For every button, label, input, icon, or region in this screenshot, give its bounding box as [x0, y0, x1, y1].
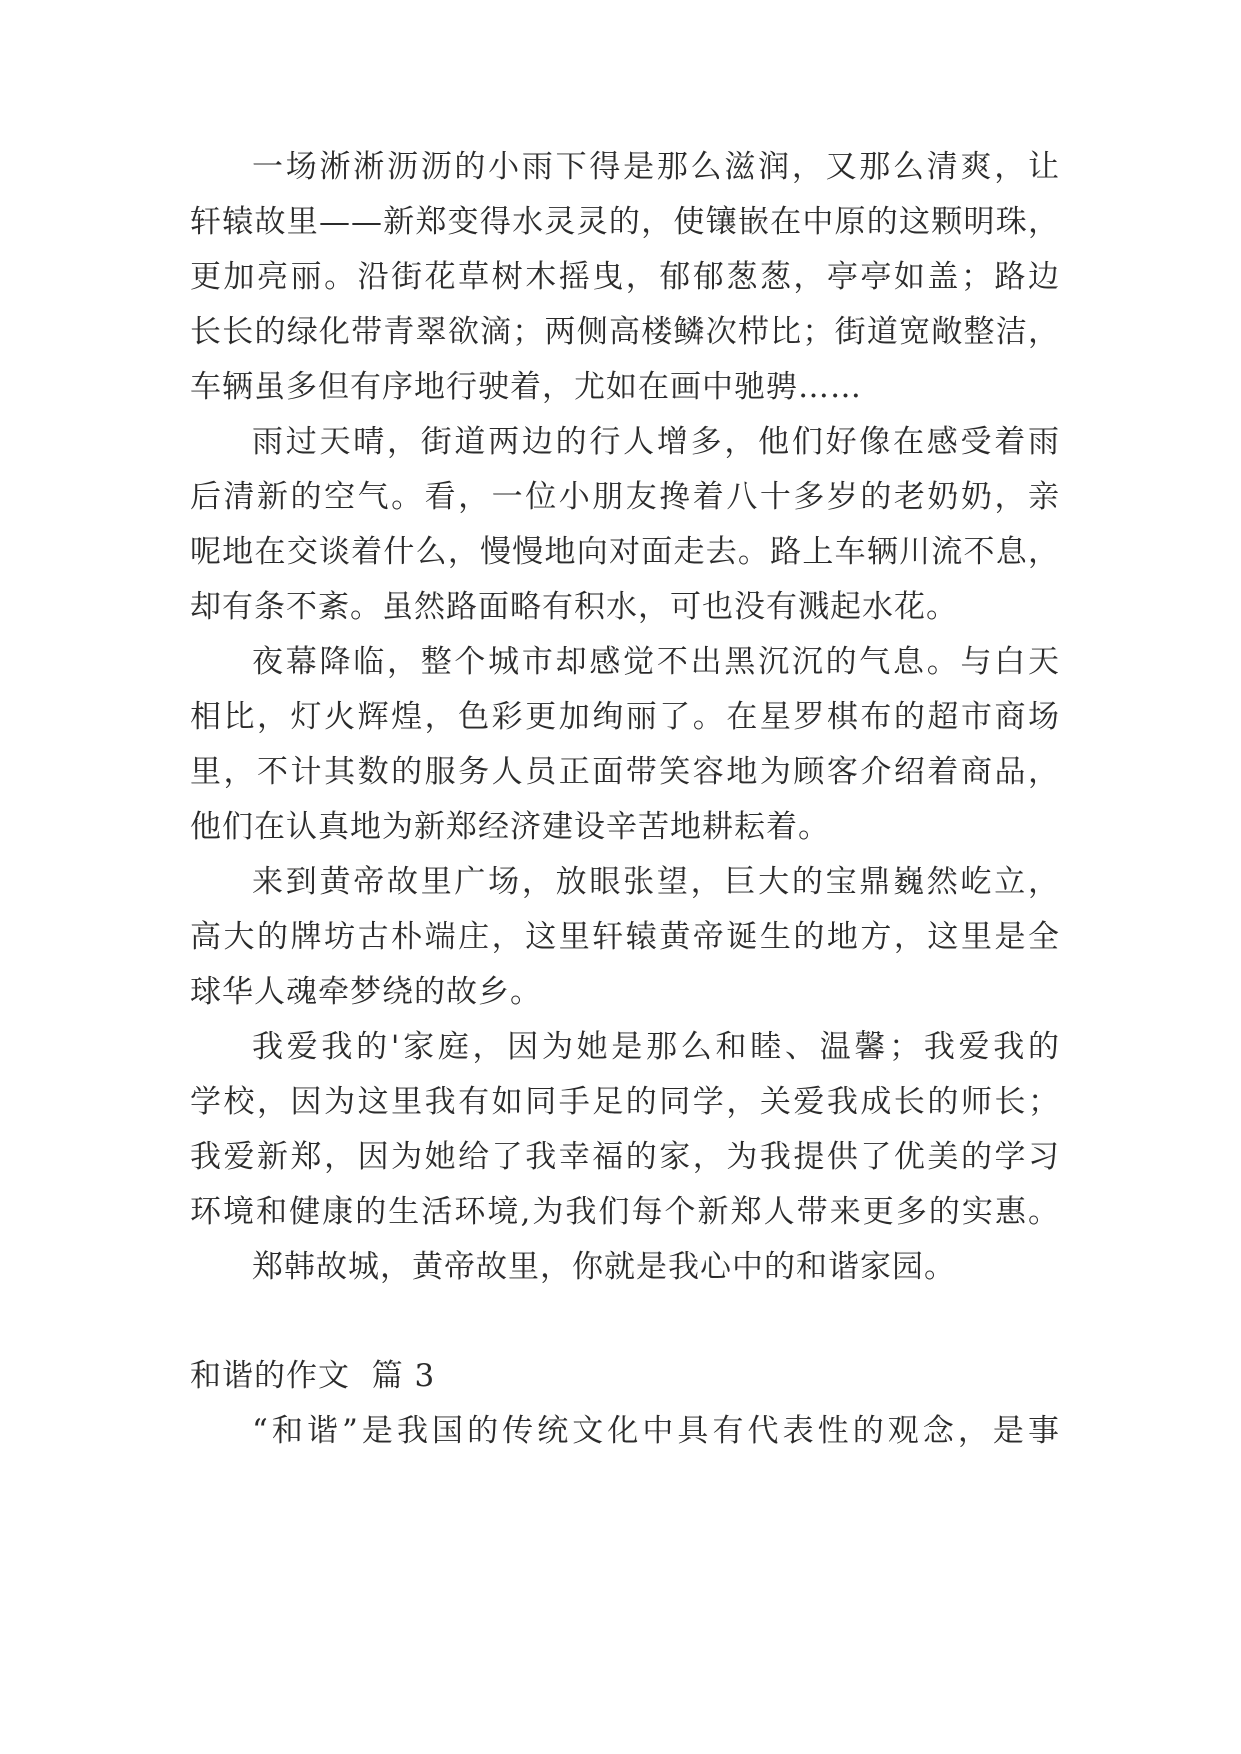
paragraph-line: 更加亮丽。沿街花草树木摇曳，郁郁葱葱，亭亭如盖；路边	[190, 259, 1060, 295]
paragraph-line: 雨过天晴，街道两边的行人增多，他们好像在感受着雨	[252, 424, 1060, 460]
section-heading: 和谐的作文 篇 3	[190, 1358, 436, 1394]
paragraph-line: 车辆虽多但有序地行驶着，尤如在画中驰骋……	[190, 369, 862, 405]
paragraph-line: 后清新的空气。看，一位小朋友搀着八十多岁的老奶奶，亲	[190, 479, 1060, 515]
paragraph-line: 相比，灯火辉煌，色彩更加绚丽了。在星罗棋布的超市商场	[190, 699, 1060, 735]
paragraph-line: 里，不计其数的服务人员正面带笑容地为顾客介绍着商品，	[190, 754, 1060, 790]
paragraph-line: 他们在认真地为新郑经济建设辛苦地耕耘着。	[190, 809, 830, 845]
paragraph-line: 我爱新郑，因为她给了我幸福的家，为我提供了优美的学习	[190, 1139, 1060, 1175]
paragraph-line: 长长的绿化带青翠欲滴；两侧高楼鳞次栉比；街道宽敞整洁，	[190, 314, 1060, 350]
paragraph-line: 高大的牌坊古朴端庄，这里轩辕黄帝诞生的地方，这里是全	[190, 919, 1060, 955]
paragraph-line: 球华人魂牵梦绕的故乡。	[190, 974, 542, 1010]
paragraph-line: 学校，因为这里我有如同手足的同学，关爱我成长的师长；	[190, 1084, 1060, 1120]
paragraph-line: 一场淅淅沥沥的小雨下得是那么滋润，又那么清爽，让	[252, 149, 1060, 185]
paragraph-line: 夜幕降临，整个城市却感觉不出黑沉沉的气息。与白天	[252, 644, 1060, 680]
paragraph-line: 郑韩故城，黄帝故里，你就是我心中的和谐家园。	[252, 1249, 956, 1285]
paragraph-line: 我爱我的'家庭，因为她是那么和睦、温馨；我爱我的	[252, 1029, 1060, 1065]
paragraph-line: “和谐”是我国的传统文化中具有代表性的观念，是事	[252, 1413, 1060, 1449]
paragraph-line: 来到黄帝故里广场，放眼张望，巨大的宝鼎巍然屹立，	[252, 864, 1060, 900]
paragraph-line: 却有条不紊。虽然路面略有积水，可也没有溅起水花。	[190, 589, 958, 625]
paragraph-line: 轩辕故里——新郑变得水灵灵的，使镶嵌在中原的这颗明珠，	[190, 204, 1060, 240]
paragraph-line: 环境和健康的生活环境,为我们每个新郑人带来更多的实惠。	[190, 1194, 1060, 1230]
paragraph-line: 呢地在交谈着什么，慢慢地向对面走去。路上车辆川流不息，	[190, 534, 1060, 570]
